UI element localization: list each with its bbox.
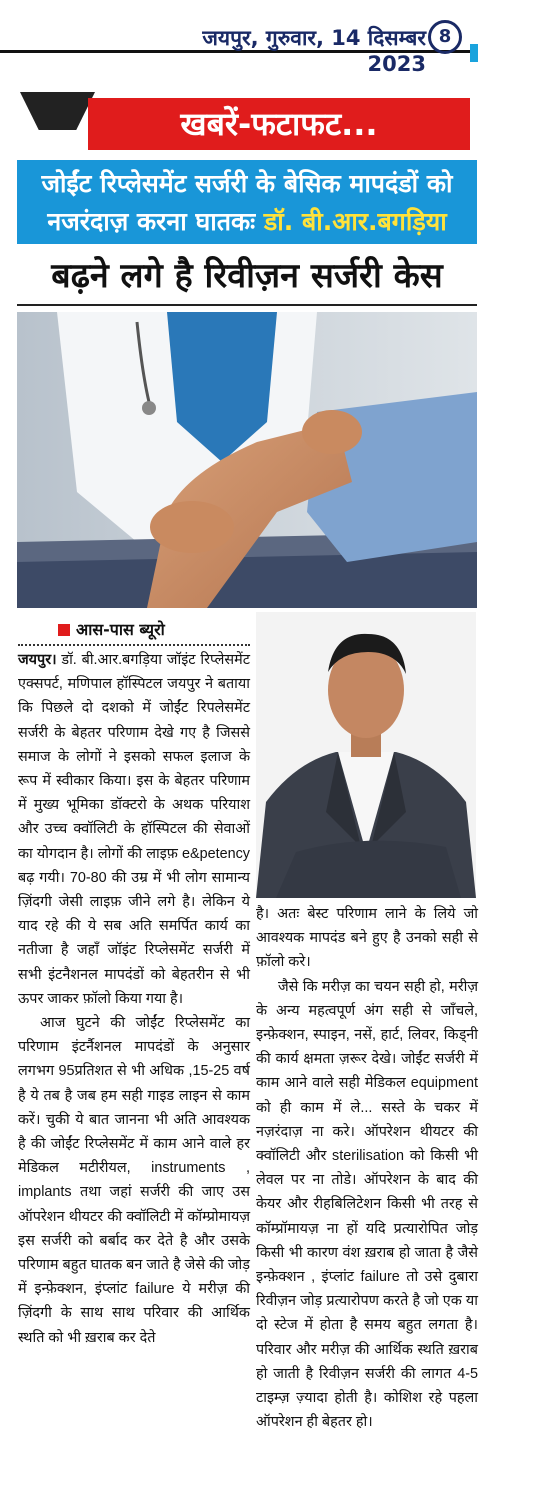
paragraph-text: है। अतः बेस्ट परिणाम लाने के लिये जो आवश्यक मापदंड बने हुए है उनको सही से फ़ॉलो करे।	[256, 906, 478, 971]
subheadline-box	[17, 248, 477, 306]
date-header	[0, 6, 533, 74]
headline-line1: जोईंट रिप्लेसमेंट सर्जरी के बेसिक मापदंडों को	[41, 169, 453, 198]
paragraph-text: डॉ. बी.आर.बगड़िया जॉइंट रिप्लेसमेंट एक्सपर्ट, मणिपाल हॉस्पिटल जयपुर ने बताया कि पिछले दो दशको में जोईंट रिपलेसमेंट सर्जरी के बेहतर परिणाम देखे गए है जिससे समाज के लोगों ने इसको सफल इलाज के रूप में स्वीकार किया। इस के बेहतर परिणाम में मुख्य भूमिका डॉक्टरो के अथक परियाश और उच्च क्वॉलिटी के हॉस्पिटल की सेवाओं का योगदान है। लोगों की लाइफ़ e&petency बढ़ गयी। 70-80 की उम्र में भी लोग सामान्य ज़िंदगी जेसी लाइफ़ जीने लगे है। लेकिन ये याद रहे की ये सब अति समर्पित कार्य का नतीजा है जहाँ जॉइंट रिप्लेसमेंट सर्जरी में सभी इंटनैशनल मापदंडों को बेहतरीन से भी ऊपर जाकर फ़ॉलो किया गया है।	[18, 652, 250, 1007]
date-line: जयपुर, गुरुवार, 14 दिसम्बर 2023	[202, 26, 426, 76]
dateline-city: जयपुर।	[18, 652, 57, 668]
byline-text: आस-पास ब्यूरो	[76, 620, 165, 639]
section-title: खबरें-फटाफट...	[180, 105, 378, 143]
headline-box	[17, 160, 477, 244]
headline-line2-prefix: नजरंदाज़ करना घातकः	[47, 207, 256, 236]
article-paragraph	[256, 902, 478, 975]
banner-slant-decoration	[20, 92, 95, 130]
byline-divider	[18, 644, 250, 646]
page-number-badge: 8	[428, 20, 462, 54]
article-paragraph	[18, 648, 250, 1011]
article-column-1	[18, 648, 250, 1350]
knee-exam-illustration	[17, 312, 477, 608]
header-accent-bar	[470, 44, 478, 62]
section-banner	[88, 98, 470, 150]
byline	[58, 618, 248, 642]
paragraph-text: आज घुटने की जोईंट रिप्लेसमेंट का परिणाम इंटर्नैशनल मापदंडों के अनुसार लगभग 95प्रतिशत से भी अधिक ,15-25 वर्ष है ये तब है जब हम सही गाइड लाइन से काम करें। चुकी ये बात जानना भी अति आवश्यक है की जोईंट रिप्लेसमेंट में काम आने वाले हर मेडिकल मटीरीयल, instruments , implants तथा जहां सर्जरी की जाए उस ऑपरेशन थीयटर की क्वॉलिटी में कॉम्प्रोमायज़ इस सर्जरी को बर्बाद कर देते है और उसके परिणाम बहुत घातक बन जाते है जेसे की जोड़ में इन्फ़ेक्शन, इंप्लांट failure ये मरीज़ की ज़िंदगी के साथ साथ परिवार की आर्थिक स्थति को भी ख़राब कर देते	[18, 1015, 250, 1346]
doctor-portrait-photo	[256, 612, 476, 898]
headline-doctor-name: डॉ. बी.आर.बगड़िया	[263, 207, 447, 236]
knee-exam-photo	[17, 312, 477, 608]
byline-square-icon	[58, 624, 70, 636]
subheadline: बढ़ने लगे है रिवीज़न सर्जरी केस	[51, 256, 443, 296]
paragraph-text: जैसे कि मरीज़ का चयन सही हो, मरीज़ के अन्य महत्वपूर्ण अंग सही से जाँचले, इन्फ़ेक्शन, स्पाइन, नसें, हार्ट, लिवर, किड्नी की कार्य क्षमता ज़रूर देखे। जोईंट सर्जरी में काम आने वाले सही मेडिकल equipment को ही काम में ले... सस्ते के चकर में नज़रंदाज़ ना करे। ऑपरेशन थीयटर की क्वॉलिटी और sterilisation को किसी भी लेवल पर ना तोडे। ऑपरेशन के बाद की केयर और रीहबिलिटेशन किसी भी तरह से कॉम्प्रॉमायज़ ना हों यदि प्रत्यारोपित जोड़ किसी भी कारण वंश ख़राब हो जाता है जैसे इन्फ़ेक्शन , इंप्लांट failure तो उसे दुबारा रिवीज़न जोड़ प्रत्यारोपण करते है जो एक या दो स्टेज में होता है समय बहुत लगता है। परिवार और मरीज़ की आर्थिक स्थति ख़राब हो जाती है रिवीज़न सर्जरी की लागत 4-5 टाइम्ज़ ज़्यादा होती है। कोशिश रहे पहला ऑपरेशन ही बेहतर हो।	[256, 978, 478, 1431]
headline-line2	[17, 204, 477, 238]
doctor-portrait-illustration	[256, 612, 476, 898]
article-paragraph	[18, 1011, 250, 1350]
article-paragraph	[256, 975, 478, 1435]
article-column-2	[256, 902, 478, 1434]
